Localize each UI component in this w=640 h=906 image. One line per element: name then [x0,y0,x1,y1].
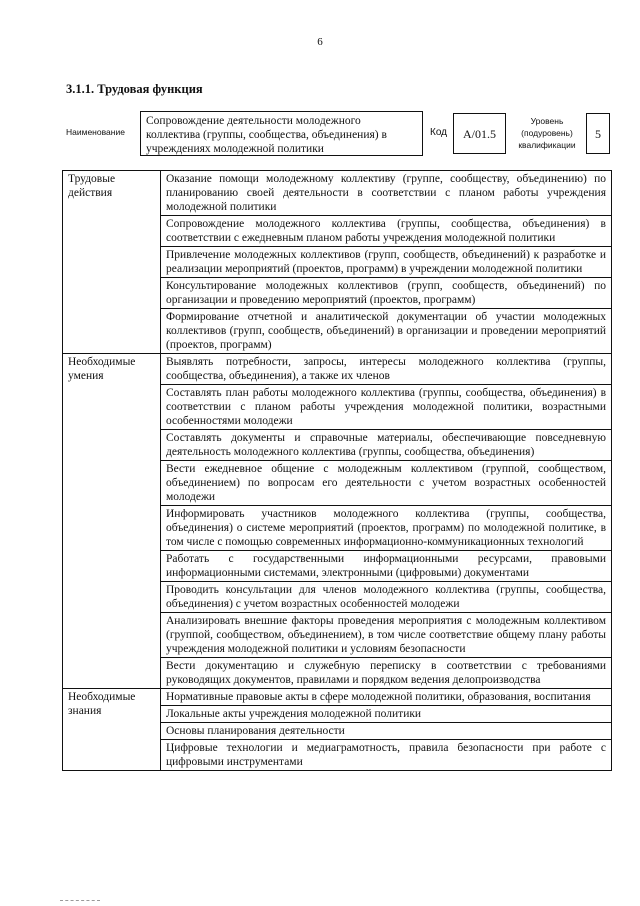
section-item-cell: Оказание помощи молодежному коллективу (группе, сообществу, объединению) по планированию своей деятельности в соответствии с планом работы учреждения молодежной политики [161,171,612,216]
section-item-cell: Выявлять потребности, запросы, интересы молодежного коллектива (группы, сообщества, объединения), а также их членов [161,354,612,385]
section-item-cell: Анализировать внешние факторы проведения мероприятия с молодежным коллективом (группой, сообществом, объединением), в том числе соответствие общему плану работы учреждения молодежной политики и условиям безопасности [161,613,612,658]
page-number: 6 [317,36,323,48]
section-header-cell: Необходимые умения [63,354,161,689]
section-item-cell: Информировать участников молодежного коллектива (группы, сообщества, объединения) о системе мероприятий (проектов, программ) по молодежной политике, в том числе с помощью современных информационно-коммуникационных технологий [161,506,612,551]
section-header-cell: Трудовые действия [63,171,161,354]
section-item-cell: Вести ежедневное общение с молодежным коллективом (группой, сообществом, объединением) по вопросам его деятельности с учетом возрастных особенностей молодежи [161,461,612,506]
section-item-cell: Основы планирования деятельности [161,723,612,740]
table-row [63,689,612,706]
level-label-line-3: квалификации [518,140,576,150]
code-label: Код [430,127,448,138]
section-item-cell: Проводить консультации для членов молодежного коллектива (группы, сообщества, объединения) с учетом возрастных особенностей молодежи [161,582,612,613]
section-item-cell: Локальные акты учреждения молодежной политики [161,706,612,723]
section-item-cell: Сопровождение молодежного коллектива (группы, сообщества, объединения) в соответствии с ежедневным планом работы учреждения молодежной политики [161,216,612,247]
section-item-cell: Привлечение молодежных коллективов (групп, сообществ, объединений) к разработке и реализации мероприятий (проектов, программ) в учреждении молодежной политики [161,247,612,278]
section-item-cell: Составлять документы и справочные материалы, обеспечивающие повседневную деятельность молодежного коллектива (группы, сообщества, объединения) [161,430,612,461]
table-row [63,171,612,216]
section-item-cell: Составлять план работы молодежного коллектива (группы, сообщества, объединения) в соответствии с планом работы учреждения молодежной политики, возрастными особенностями молодежи [161,385,612,430]
section-item-cell: Цифровые технологии и медиаграмотность, правила безопасности при работе с цифровыми инструментами [161,740,612,771]
section-item-cell: Работать с государственными информационными ресурсами, правовыми информационными системами, электронными (цифровыми) документами [161,551,612,582]
level-label-line-2: (подуровень) [521,128,573,138]
section-item-cell: Нормативные правовые акты в сфере молодежной политики, образования, воспитания [161,689,612,706]
section-item-cell: Формирование отчетной и аналитической документации об участии молодежных коллективов (групп, сообществ, объединений) в организации и проведении мероприятий (проектов, программ) [161,309,612,354]
code-value-box: A/01.5 [453,113,506,154]
function-table [62,170,612,771]
section-item-cell: Вести документацию и служебную переписку в соответствии с требованиями руководящих документов, правилами и порядком ведения делопроизводства [161,658,612,689]
level-value-box: 5 [586,113,610,154]
bottom-divider [60,900,100,903]
section-item-cell: Консультирование молодежных коллективов (групп, сообществ, объединений) по организации и проведению мероприятий (проектов, программ) [161,278,612,309]
level-label-line-1: Уровень [530,116,564,126]
section-header-cell: Необходимые знания [63,689,161,771]
section-title: 3.1.1. Трудовая функция [66,82,203,96]
name-label: Наименование [66,127,125,137]
name-value-box: Сопровождение деятельности молодежного коллектива (группы, сообщества, объединения) в учреждениях молодежной политики [140,111,423,156]
table-row [63,354,612,385]
